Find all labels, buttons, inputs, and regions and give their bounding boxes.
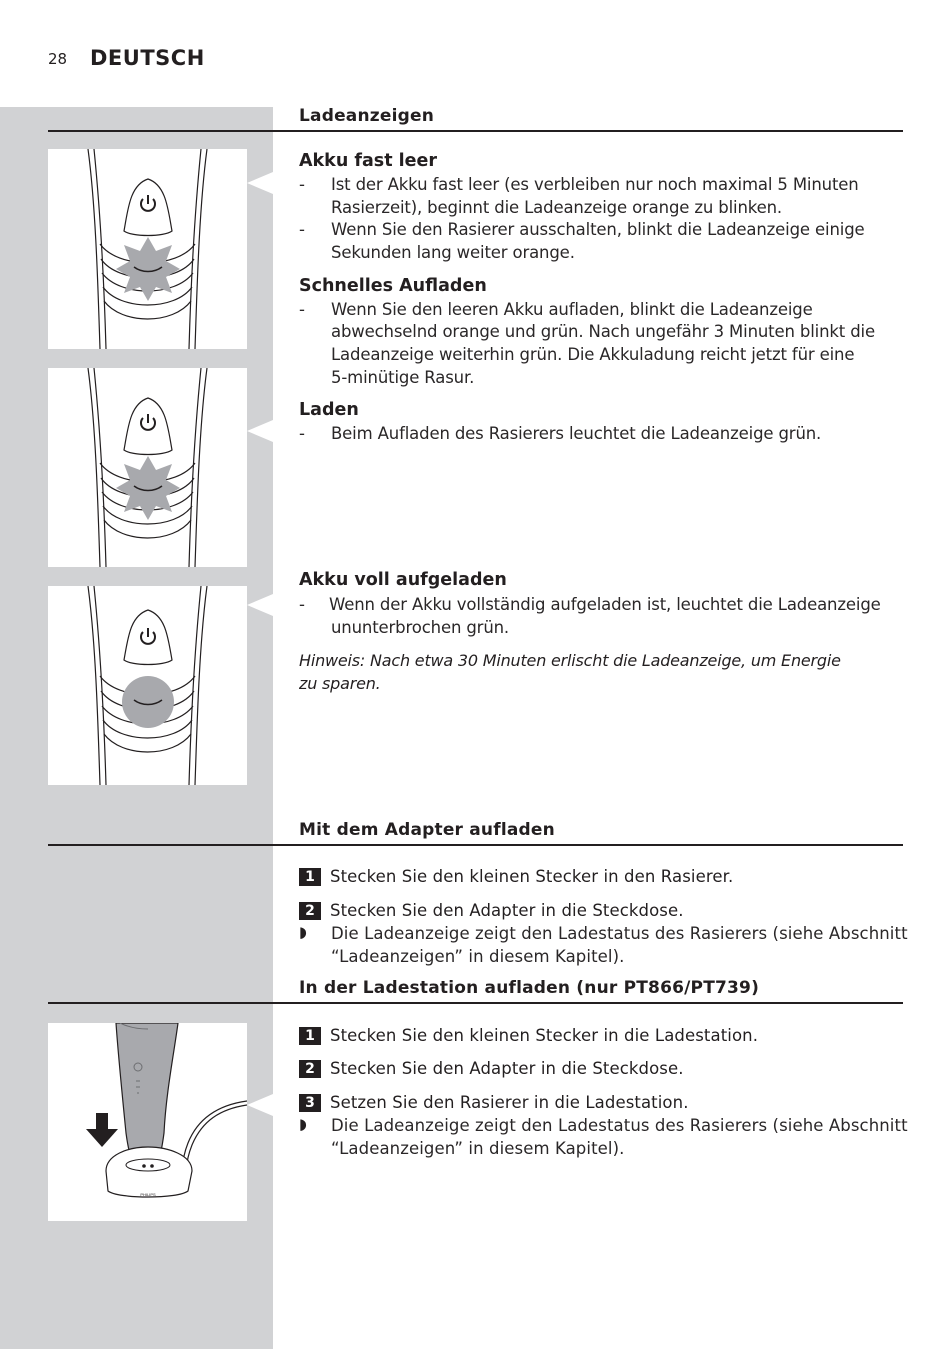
result-text: “Ladeanzeigen” in diesem Kapitel). — [331, 1139, 625, 1158]
dash: - — [299, 424, 305, 443]
step-1 — [299, 866, 733, 889]
step-number: 2 — [299, 1060, 321, 1078]
power-icon — [141, 414, 155, 430]
text-line: Wenn der Akku vollständig aufgeladen ist, leuchtet die Ladeanzeige — [329, 595, 881, 614]
step-number: 1 — [299, 868, 321, 886]
page-number: 28 — [48, 50, 68, 68]
pointer-arrow — [247, 594, 273, 616]
section-title-station: In der Ladestation aufladen (nur PT866/PT739) — [299, 978, 760, 998]
note-text: zu sparen. — [299, 674, 381, 693]
result-text: Die Ladeanzeige zeigt den Ladestatus des Rasierers (siehe Abschnitt — [331, 924, 908, 943]
pointer-arrow — [247, 1094, 273, 1116]
language-heading: DEUTSCH — [90, 46, 205, 70]
step-text: Stecken Sie den kleinen Stecker in die Ladestation. — [330, 1026, 759, 1045]
text-line: Rasierzeit), beginnt die Ladeanzeige orange zu blinken. — [331, 198, 783, 217]
step-3 — [299, 1092, 689, 1115]
dash: - — [299, 220, 305, 239]
text-line: 5-minütige Rasur. — [331, 368, 475, 387]
text-line: Ladeanzeige weiterhin grün. Die Akkuladung reicht jetzt für eine — [331, 345, 855, 364]
brand-label: PHILIPS — [140, 1192, 156, 1197]
section-divider — [48, 844, 903, 846]
text-line: Wenn Sie den Rasierer ausschalten, blinkt die Ladeanzeige einige — [331, 220, 865, 239]
subsection-title-akku-voll: Akku voll aufgeladen — [299, 570, 507, 590]
step-number: 2 — [299, 902, 321, 920]
result-text: Die Ladeanzeige zeigt den Ladestatus des Rasierers (siehe Abschnitt — [331, 1116, 908, 1135]
step-number: 3 — [299, 1094, 321, 1112]
step-text: Stecken Sie den Adapter in die Steckdose. — [330, 1059, 684, 1078]
power-icon — [141, 195, 155, 211]
section-title-adapter: Mit dem Adapter aufladen — [299, 820, 555, 840]
arrow-down-icon — [86, 1113, 118, 1147]
note-text: Hinweis: Nach etwa 30 Minuten erlischt die Ladeanzeige, um Energie — [299, 651, 841, 670]
shaver-illustration-low-battery — [48, 149, 247, 349]
step-number: 1 — [299, 1027, 321, 1045]
text-line: ununterbrochen grün. — [331, 618, 510, 637]
step-text: Stecken Sie den Adapter in die Steckdose. — [330, 901, 684, 920]
section-title-ladeanzeigen: Ladeanzeigen — [299, 106, 435, 126]
section-divider — [48, 1002, 903, 1004]
dash: - — [299, 595, 305, 614]
section-divider — [48, 130, 903, 132]
text-line: abwechselnd orange und grün. Nach ungefähr 3 Minuten blinkt die — [331, 322, 875, 341]
pointer-arrow — [247, 172, 273, 194]
result-text: “Ladeanzeigen” in diesem Kapitel). — [331, 947, 625, 966]
result-bullet-icon: ◗ — [299, 1115, 307, 1133]
text-line: Sekunden lang weiter orange. — [331, 243, 575, 262]
step-text: Setzen Sie den Rasierer in die Ladestation. — [330, 1093, 689, 1112]
result-bullet-icon: ◗ — [299, 923, 307, 941]
pointer-arrow — [247, 420, 273, 442]
step-2 — [299, 1058, 684, 1081]
text-line: Beim Aufladen des Rasierers leuchtet die Ladeanzeige grün. — [331, 424, 822, 443]
shaver-illustration-full — [48, 586, 247, 785]
power-icon — [141, 628, 155, 644]
subsection-title-akku-fast-leer: Akku fast leer — [299, 151, 438, 171]
step-1 — [299, 1025, 758, 1048]
shaver-illustration-charging — [48, 368, 247, 567]
subsection-title-schnelles-aufladen: Schnelles Aufladen — [299, 276, 487, 296]
text-line: Wenn Sie den leeren Akku aufladen, blinkt die Ladeanzeige — [331, 300, 813, 319]
charging-station-illustration — [48, 1023, 247, 1221]
step-2 — [299, 900, 684, 923]
dash: - — [299, 175, 305, 194]
step-text: Stecken Sie den kleinen Stecker in den Rasierer. — [330, 867, 734, 886]
text-line: Ist der Akku fast leer (es verbleiben nur noch maximal 5 Minuten — [331, 175, 859, 194]
subsection-title-laden: Laden — [299, 400, 359, 420]
dash: - — [299, 300, 305, 319]
